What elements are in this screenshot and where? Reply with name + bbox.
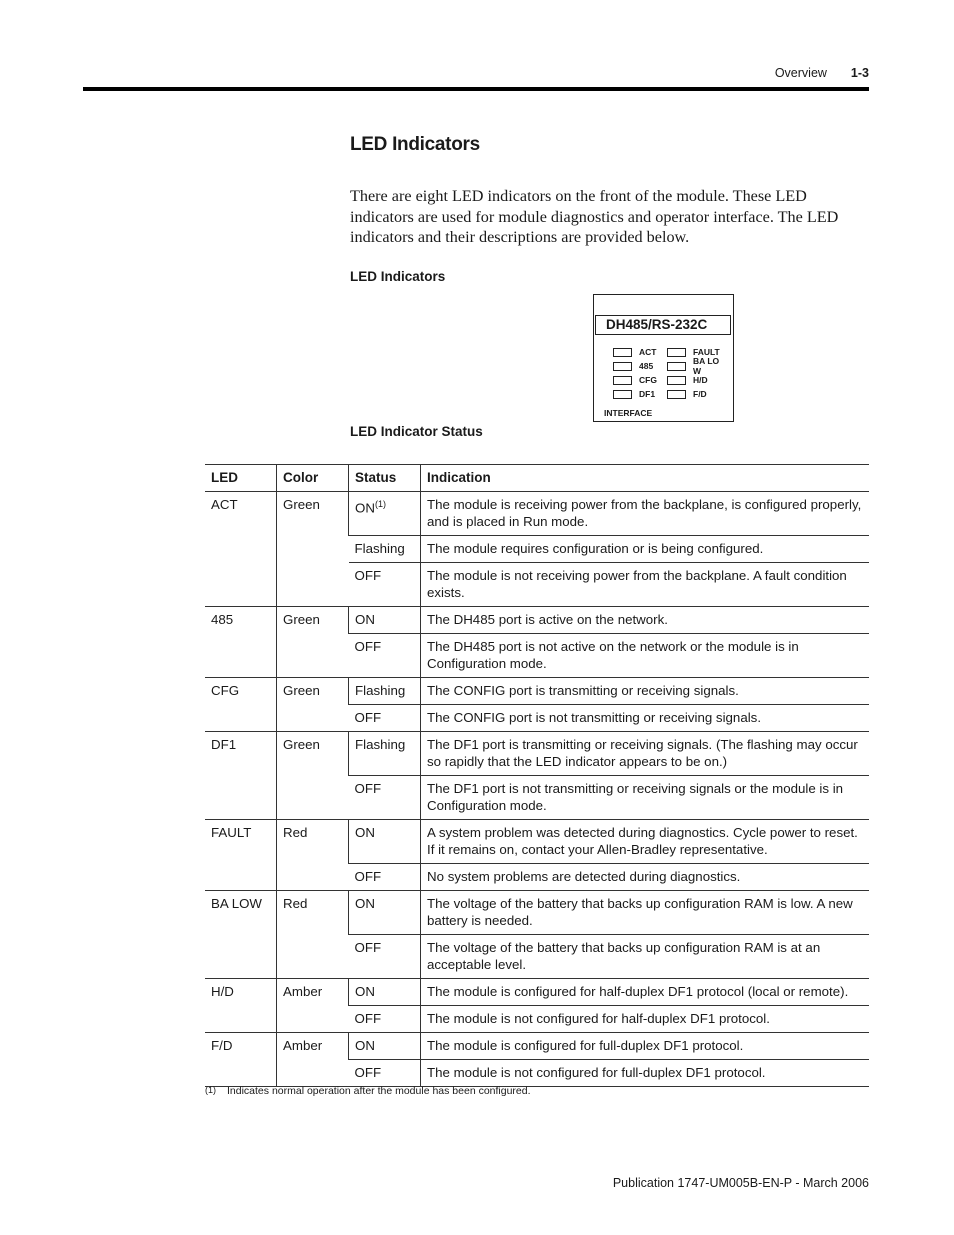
table-header-row (205, 465, 869, 492)
column-header-color: Color (277, 465, 349, 492)
status-cell (349, 1033, 421, 1060)
status-cell (349, 776, 421, 820)
indication-cell: The voltage of the battery that backs up configuration RAM is at an acceptable level. (421, 935, 870, 979)
indication-cell: No system problems are detected during diagnostics. (421, 864, 870, 891)
led-grid (613, 345, 721, 401)
status-cell (349, 678, 421, 705)
status-cell (349, 536, 421, 563)
led-indicator-right (667, 356, 721, 376)
status-cell (349, 1060, 421, 1087)
led-row (613, 356, 721, 376)
led-color-cell: Green (277, 607, 349, 678)
status-text: ON (355, 1038, 375, 1053)
status-text: Flashing (355, 737, 406, 752)
indication-cell: The DH485 port is not active on the network or the module is in Configuration mode. (421, 634, 870, 678)
status-text: ON (355, 500, 375, 516)
section-heading: LED Indicators (350, 134, 480, 155)
running-header (775, 66, 869, 80)
led-color-cell: Amber (277, 979, 349, 1033)
led-light-icon (613, 376, 632, 385)
panel-footer-label: INTERFACE (604, 408, 653, 418)
led-indicator-right (667, 375, 721, 385)
led-indicator-right (667, 389, 721, 399)
status-cell (349, 979, 421, 1006)
status-cell (349, 563, 421, 607)
footnote (205, 1085, 531, 1097)
status-cell (349, 634, 421, 678)
led-color-cell: Amber (277, 1033, 349, 1087)
led-light-icon (613, 348, 632, 357)
led-name-cell: 485 (205, 607, 277, 678)
led-label: H/D (693, 375, 708, 385)
led-label: ACT (639, 347, 657, 357)
table-row (205, 492, 869, 536)
led-color-cell: Green (277, 732, 349, 820)
footnote-text: Indicates normal operation after the module has been configured. (227, 1085, 531, 1097)
status-text: OFF (354, 639, 382, 654)
intro-paragraph: There are eight LED indicators on the front of the module. These LED indicators are used for module diagnostics and operator interface. The LED indicators and their descriptions are provided below. (350, 187, 839, 247)
led-row (613, 387, 721, 401)
table-row (205, 678, 869, 705)
led-label: F/D (693, 389, 707, 399)
status-text: OFF (354, 940, 382, 955)
status-text: ON (355, 984, 375, 999)
indication-cell: The CONFIG port is transmitting or receiving signals. (421, 678, 870, 705)
indication-cell: A system problem was detected during diagnostics. Cycle power to reset. If it remains on, contact your Allen-Bradley representative. (421, 820, 870, 864)
led-indicator-left (613, 347, 667, 357)
status-text: Flashing (354, 541, 405, 556)
table-row (205, 820, 869, 864)
status-cell (349, 1006, 421, 1033)
indication-cell: The module requires configuration or is being configured. (421, 536, 870, 563)
status-text: OFF (354, 1011, 382, 1026)
led-label: CFG (639, 375, 657, 385)
indication-cell: The CONFIG port is not transmitting or receiving signals. (421, 705, 870, 732)
led-indicator-left (613, 361, 667, 371)
status-cell (349, 935, 421, 979)
status-cell (349, 864, 421, 891)
status-cell (349, 705, 421, 732)
figure-caption: LED Indicators (350, 269, 446, 284)
status-text: OFF (354, 1065, 382, 1080)
indication-cell: The DF1 port is not transmitting or receiving signals or the module is in Configuration mode. (421, 776, 870, 820)
table-row (205, 891, 869, 935)
status-cell (349, 607, 421, 634)
led-status-table (205, 464, 869, 1087)
led-color-cell: Green (277, 492, 349, 607)
publication-footer: Publication 1747-UM005B-EN-P - March 2006 (612, 1176, 869, 1190)
table-row (205, 979, 869, 1006)
led-name-cell: H/D (205, 979, 277, 1033)
led-indicator-left (613, 389, 667, 399)
status-text: ON (355, 612, 375, 627)
indication-cell: The module is not configured for full-duplex DF1 protocol. (421, 1060, 870, 1087)
led-color-cell: Red (277, 820, 349, 891)
footnote-mark: (1) (205, 1085, 216, 1095)
status-text: Flashing (355, 683, 406, 698)
led-light-icon (667, 390, 686, 399)
indication-cell: The voltage of the battery that backs up configuration RAM is low. A new battery is needed. (421, 891, 870, 935)
indication-cell: The module is not configured for half-duplex DF1 protocol. (421, 1006, 870, 1033)
header-page-number: 1-3 (850, 66, 869, 80)
led-row (613, 373, 721, 387)
status-text: ON (355, 825, 375, 840)
led-color-cell: Green (277, 678, 349, 732)
column-header-indication: Indication (421, 465, 870, 492)
status-text: OFF (354, 781, 382, 796)
table-row (205, 732, 869, 776)
led-label: FAULT (693, 347, 720, 357)
led-name-cell: DF1 (205, 732, 277, 820)
indication-cell: The module is configured for full-duplex DF1 protocol. (421, 1033, 870, 1060)
panel-title: DH485/RS-232C (595, 315, 731, 335)
status-cell (349, 492, 421, 536)
column-header-led: LED (205, 465, 277, 492)
status-text: OFF (354, 869, 382, 884)
indication-cell: The module is not receiving power from the backplane. A fault condition exists. (421, 563, 870, 607)
table-caption: LED Indicator Status (350, 424, 483, 439)
indication-cell: The DH485 port is active on the network. (421, 607, 870, 634)
status-text: ON (355, 896, 375, 911)
led-name-cell: FAULT (205, 820, 277, 891)
led-light-icon (613, 390, 632, 399)
indication-cell: The DF1 port is transmitting or receiving signals. (The flashing may occur so rapidly that the LED indicator appears to be on.) (421, 732, 870, 776)
led-name-cell: BA LOW (205, 891, 277, 979)
header-section-title: Overview (774, 66, 827, 80)
status-cell (349, 891, 421, 935)
status-cell (349, 732, 421, 776)
indication-cell: The module is receiving power from the backplane, is configured properly, and is placed in Run mode. (421, 492, 870, 536)
led-light-icon (613, 362, 632, 371)
led-label: DF1 (639, 389, 656, 399)
column-header-status: Status (349, 465, 421, 492)
led-name-cell: ACT (205, 492, 277, 607)
led-indicator-left (613, 375, 667, 385)
table-row (205, 607, 869, 634)
status-text: OFF (354, 710, 382, 725)
led-name-cell: F/D (205, 1033, 277, 1087)
header-rule (83, 87, 869, 91)
led-label: BA LO W (693, 356, 720, 376)
led-color-cell: Red (277, 891, 349, 979)
status-cell (349, 820, 421, 864)
footnote-ref: (1) (374, 499, 386, 509)
table-row (205, 1033, 869, 1060)
led-name-cell: CFG (205, 678, 277, 732)
led-light-icon (667, 376, 686, 385)
indication-cell: The module is configured for half-duplex DF1 protocol (local or remote). (421, 979, 870, 1006)
status-text: OFF (354, 568, 382, 583)
led-light-icon (667, 362, 686, 371)
led-panel-diagram (593, 294, 734, 422)
led-label: 485 (639, 361, 654, 371)
